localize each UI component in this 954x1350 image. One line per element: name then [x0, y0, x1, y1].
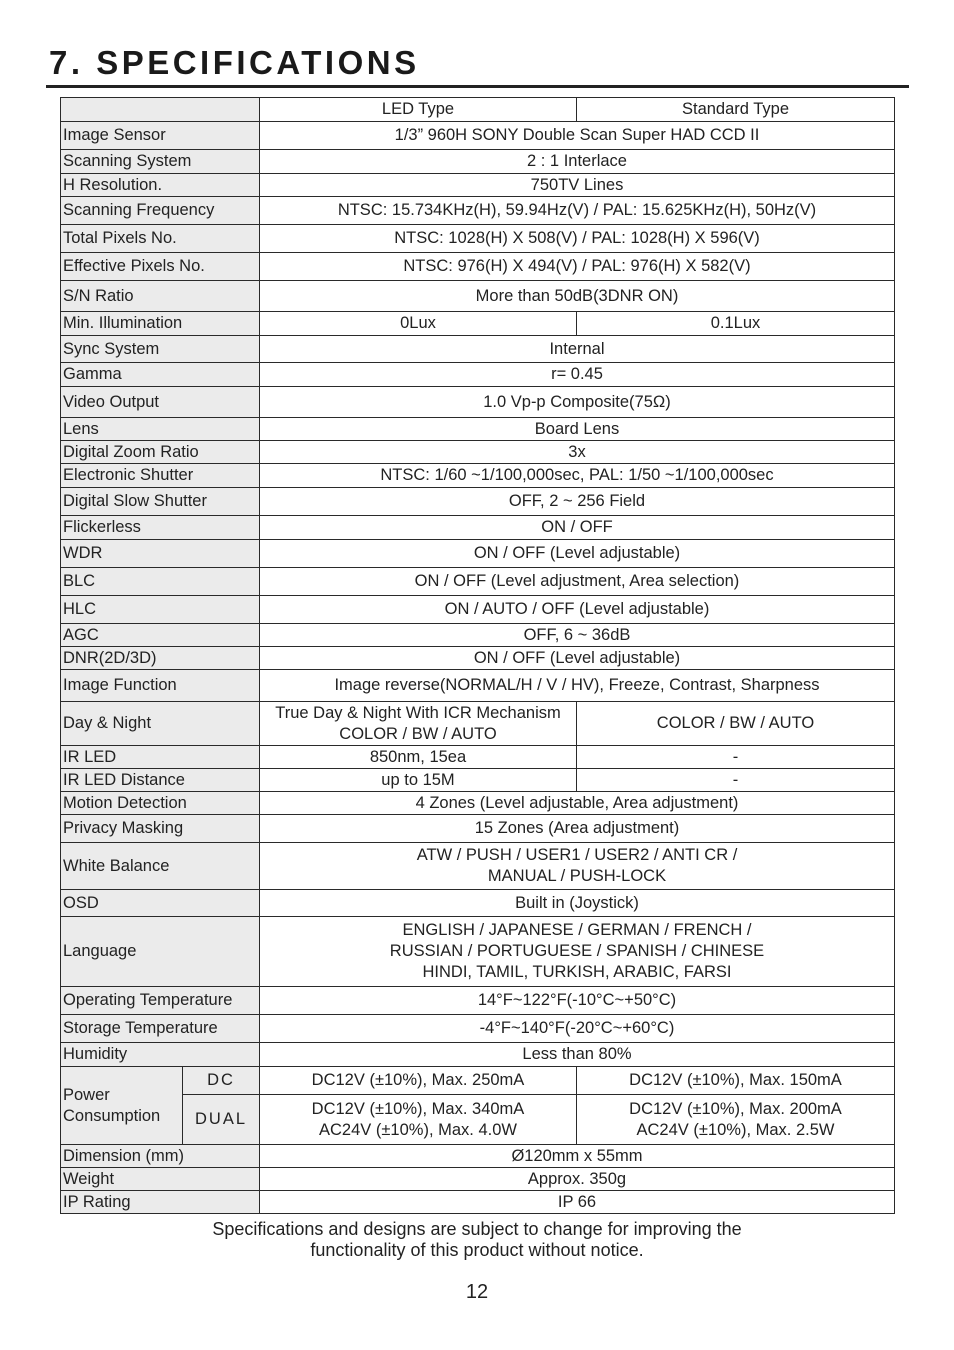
table-row — [61, 843, 895, 890]
row-label: Lens — [61, 418, 260, 441]
table-row — [61, 174, 895, 197]
row-label: Total Pixels No. — [61, 225, 260, 253]
table-row — [61, 746, 895, 769]
column-header-standard: Standard Type — [577, 98, 895, 122]
row-value: Image reverse(NORMAL/H / V / HV), Freeze, Contrast, Sharpness — [260, 670, 895, 702]
table-row — [61, 917, 895, 987]
row-value-standard: - — [577, 769, 895, 792]
table-row — [61, 464, 895, 488]
row-label: WDR — [61, 540, 260, 568]
row-label: Motion Detection — [61, 792, 260, 815]
table-row — [61, 1067, 895, 1095]
row-value: 750TV Lines — [260, 174, 895, 197]
table-row — [61, 312, 895, 336]
row-value: ON / OFF (Level adjustable) — [260, 540, 895, 568]
row-value: ON / OFF — [260, 516, 895, 540]
table-row — [61, 568, 895, 596]
row-value: OFF, 2 ~ 256 Field — [260, 488, 895, 516]
row-label: Digital Zoom Ratio — [61, 441, 260, 464]
row-label: IR LED Distance — [61, 769, 260, 792]
row-value-led: True Day & Night With ICR Mechanism COLOR / BW / AUTO — [260, 702, 577, 746]
table-row — [61, 890, 895, 917]
row-value: NTSC: 976(H) X 494(V) / PAL: 976(H) X 582(V) — [260, 253, 895, 281]
row-label: Video Output — [61, 387, 260, 418]
row-label: Operating Temperature — [61, 987, 260, 1015]
table-row — [61, 1043, 895, 1067]
row-value: 14°F~122°F(-10°C~+50°C) — [260, 987, 895, 1015]
row-value: Ø120mm x 55mm — [260, 1145, 895, 1168]
row-value: Board Lens — [260, 418, 895, 441]
row-label: Scanning System — [61, 150, 260, 174]
row-value: Less than 80% — [260, 1043, 895, 1067]
table-row — [61, 441, 895, 464]
row-value: Built in (Joystick) — [260, 890, 895, 917]
table-row — [61, 815, 895, 843]
row-value: Approx. 350g — [260, 1168, 895, 1191]
row-label: OSD — [61, 890, 260, 917]
table-row — [61, 488, 895, 516]
power-sub-label-dc: DC — [183, 1067, 260, 1095]
disclaimer-note: Specifications and designs are subject to change for improving the functionality of this product without notice. — [212, 1219, 742, 1260]
row-value: ON / OFF (Level adjustable) — [260, 647, 895, 670]
row-label: Min. Illumination — [61, 312, 260, 336]
table-row — [61, 1168, 895, 1191]
row-value: IP 66 — [260, 1191, 895, 1214]
row-label: DNR(2D/3D) — [61, 647, 260, 670]
row-label: AGC — [61, 624, 260, 647]
row-label: Image Function — [61, 670, 260, 702]
row-value-standard: DC12V (±10%), Max. 200mA AC24V (±10%), Max. 2.5W — [577, 1095, 895, 1145]
row-value: -4°F~140°F(-20°C~+60°C) — [260, 1015, 895, 1043]
page-number: 12 — [465, 1281, 489, 1303]
table-row — [61, 516, 895, 540]
row-value: NTSC: 15.734KHz(H), 59.94Hz(V) / PAL: 15.625KHz(H), 50Hz(V) — [260, 197, 895, 225]
row-label: Gamma — [61, 363, 260, 387]
title-underline — [46, 85, 909, 88]
row-value: 3x — [260, 441, 895, 464]
row-label: Sync System — [61, 336, 260, 363]
row-label: BLC — [61, 568, 260, 596]
row-value-led: 850nm, 15ea — [260, 746, 577, 769]
table-row — [61, 122, 895, 150]
specifications-table — [60, 97, 895, 1214]
row-label: White Balance — [61, 843, 260, 890]
row-value: More than 50dB(3DNR ON) — [260, 281, 895, 312]
row-value: 1/3” 960H SONY Double Scan Super HAD CCD II — [260, 122, 895, 150]
table-row — [61, 281, 895, 312]
row-label: S/N Ratio — [61, 281, 260, 312]
table-row — [61, 624, 895, 647]
row-value: ENGLISH / JAPANESE / GERMAN / FRENCH / RUSSIAN / PORTUGUESE / SPANISH / CHINESE HINDI, TAMIL, TURKISH, ARABIC, FARSI — [260, 917, 895, 987]
table-row — [61, 670, 895, 702]
row-label: Flickerless — [61, 516, 260, 540]
row-value: r= 0.45 — [260, 363, 895, 387]
row-value-led: DC12V (±10%), Max. 340mA AC24V (±10%), Max. 4.0W — [260, 1095, 577, 1145]
row-value: OFF, 6 ~ 36dB — [260, 624, 895, 647]
row-label: H Resolution. — [61, 174, 260, 197]
row-value: 15 Zones (Area adjustment) — [260, 815, 895, 843]
row-value-standard: - — [577, 746, 895, 769]
row-value: Internal — [260, 336, 895, 363]
table-row — [61, 197, 895, 225]
row-label-power-consumption: Power Consumption — [61, 1067, 183, 1145]
row-value-led: DC12V (±10%), Max. 250mA — [260, 1067, 577, 1095]
table-row — [61, 769, 895, 792]
row-value: ON / OFF (Level adjustment, Area selection) — [260, 568, 895, 596]
table-row — [61, 792, 895, 815]
row-label: Weight — [61, 1168, 260, 1191]
table-row — [61, 253, 895, 281]
row-value-standard: COLOR / BW / AUTO — [577, 702, 895, 746]
row-value: NTSC: 1/60 ~1/100,000sec, PAL: 1/50 ~1/100,000sec — [260, 464, 895, 488]
table-row — [61, 702, 895, 746]
table-row — [61, 1145, 895, 1168]
row-value-standard: DC12V (±10%), Max. 150mA — [577, 1067, 895, 1095]
table-row — [61, 540, 895, 568]
table-row — [61, 987, 895, 1015]
column-header-led: LED Type — [260, 98, 577, 122]
row-value: 4 Zones (Level adjustable, Area adjustment) — [260, 792, 895, 815]
row-label: HLC — [61, 596, 260, 624]
row-label: Day & Night — [61, 702, 260, 746]
table-row — [61, 647, 895, 670]
row-value-led: up to 15M — [260, 769, 577, 792]
row-label: Dimension (mm) — [61, 1145, 260, 1168]
table-row — [61, 363, 895, 387]
row-value: ATW / PUSH / USER1 / USER2 / ANTI CR / MANUAL / PUSH-LOCK — [260, 843, 895, 890]
power-sub-label-dual: DUAL — [183, 1095, 260, 1145]
row-value: 2 : 1 Interlace — [260, 150, 895, 174]
table-row — [61, 418, 895, 441]
row-label: Storage Temperature — [61, 1015, 260, 1043]
row-label: Image Sensor — [61, 122, 260, 150]
row-label: IP Rating — [61, 1191, 260, 1214]
table-row — [61, 596, 895, 624]
row-value: NTSC: 1028(H) X 508(V) / PAL: 1028(H) X 596(V) — [260, 225, 895, 253]
row-value: 1.0 Vp-p Composite(75Ω) — [260, 387, 895, 418]
table-row — [61, 225, 895, 253]
table-row — [61, 387, 895, 418]
table-header-row — [61, 98, 895, 122]
row-label: Digital Slow Shutter — [61, 488, 260, 516]
table-row — [61, 1191, 895, 1214]
row-label: Electronic Shutter — [61, 464, 260, 488]
page-title: 7. SPECIFICATIONS — [49, 44, 420, 81]
row-value: ON / AUTO / OFF (Level adjustable) — [260, 596, 895, 624]
row-label: IR LED — [61, 746, 260, 769]
header-blank-cell — [61, 98, 260, 122]
table-row — [61, 150, 895, 174]
table-row — [61, 336, 895, 363]
row-label: Language — [61, 917, 260, 987]
row-label: Scanning Frequency — [61, 197, 260, 225]
row-value-standard: 0.1Lux — [577, 312, 895, 336]
table-row — [61, 1095, 895, 1145]
row-value-led: 0Lux — [260, 312, 577, 336]
row-label: Effective Pixels No. — [61, 253, 260, 281]
row-label: Privacy Masking — [61, 815, 260, 843]
table-row — [61, 1015, 895, 1043]
row-label: Humidity — [61, 1043, 260, 1067]
